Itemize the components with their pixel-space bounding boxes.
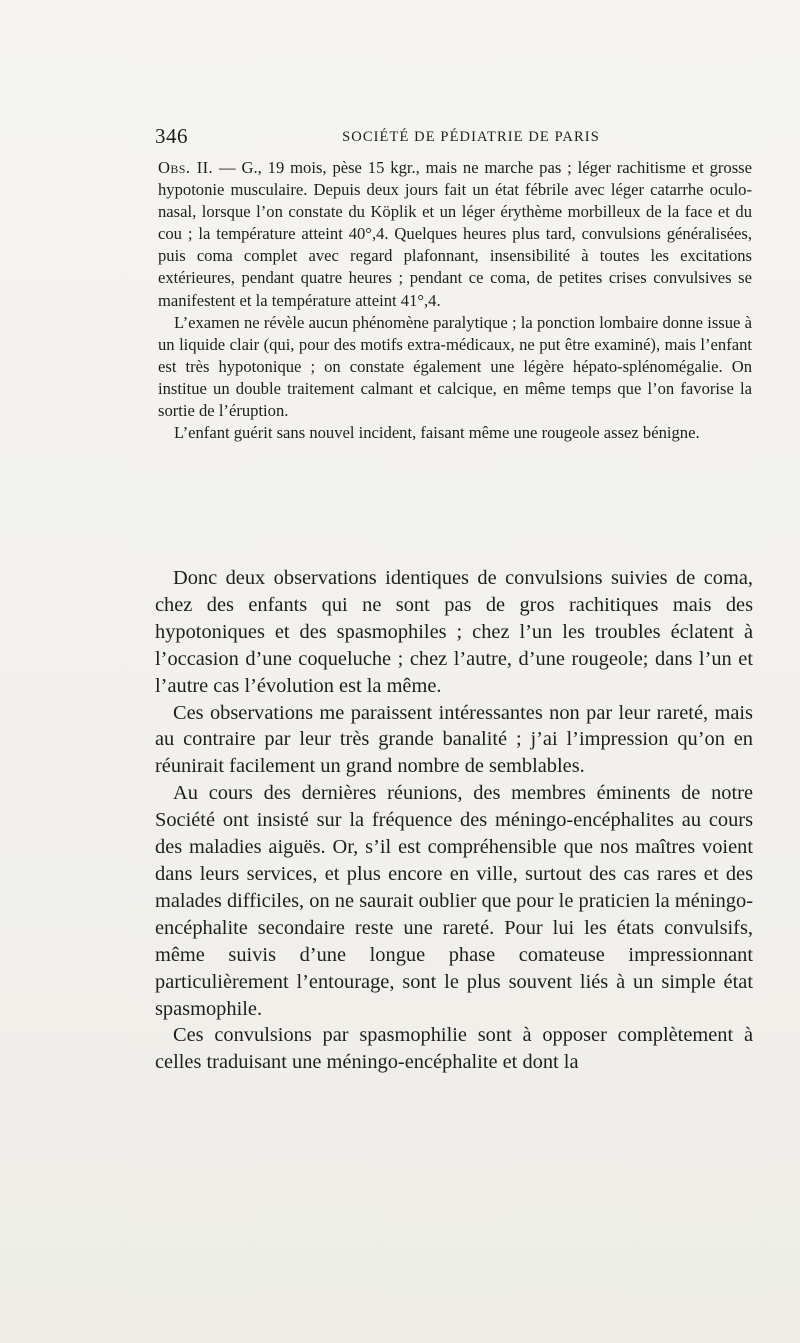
observation-paragraph: [158, 157, 752, 312]
observation-paragraph: L’examen ne révèle aucun phénomène paralytique ; la ponction lombaire donne issue à un liquide clair (qui, pour des motifs extra-médicaux, ne put être examiné), mais l’enfant est très hypotonique ; on constate également une légère hépato-splénomégalie. On institue un double traitement calmant et calcique, en même temps que l’on favorise la sortie de l’éruption.: [158, 312, 752, 421]
body-paragraph: Ces convulsions par spasmophilie sont à opposer complètement à celles traduisant une méningo-encéphalite et dont la: [155, 1024, 753, 1074]
body-text: [155, 565, 753, 1076]
running-head: SOCIÉTÉ DE PÉDIATRIE DE PARIS: [342, 129, 600, 145]
body-paragraph: Au cours des dernières réunions, des membres éminents de notre Société ont insisté sur la fréquence des méningo-encéphalites au cours des maladies aiguës. Or, s’il est compréhensible que nos maîtres voient dans leurs services, et plus encore en ville, surtout des cas rares et des malades difficiles, on ne saurait oublier que pour le praticien la méningo-encéphalite secondaire reste une rareté. Pour lui les états convulsifs, même suivis d’une longue phase comateuse impressionnant particulièrement l’entourage, sont le plus souvent liés à un simple état spasmophile.: [155, 782, 753, 1020]
body-paragraph: Ces observations me paraissent intéressantes non par leur rareté, mais au contraire par leur très grande banalité ; j’ai l’impression qu’on en réunirait facilement un grand nombre de semblables.: [155, 701, 753, 778]
page-number: 346: [155, 124, 188, 148]
observation-label: Obs. II.: [158, 158, 214, 177]
page-header: [155, 124, 755, 154]
observation-paragraph: L’enfant guérit sans nouvel incident, faisant même une rougeole assez bénigne.: [174, 423, 700, 443]
observation-block: [158, 157, 752, 444]
body-paragraph: Donc deux observations identiques de convulsions suivies de coma, chez des enfants qui ne sont pas de gros rachitiques mais des hypotoniques et des spasmophiles ; chez l’un les troubles éclatent à l’occasion d’une coqueluche ; chez l’autre, d’une rougeole; dans l’un et l’autre cas l’évolution est la même.: [155, 567, 753, 697]
observation-text: — G., 19 mois, pèse 15 kgr., mais ne marche pas ; léger rachitisme et grosse hypotonie musculaire. Depuis deux jours fait un état fébrile avec léger catarrhe oculo-nasal, lorsque l’on constate du Köplik et un léger érythème morbilleux de la face et du cou ; la température atteint 40°,4. Quelques heures plus tard, convulsions généralisées, puis coma complet avec regard plafonnant, insensibilité à toutes les excitations extérieures, pendant quatre heures ; pendant ce coma, de petites crises convulsives se manifestent et la température atteint 41°,4.: [158, 158, 752, 310]
